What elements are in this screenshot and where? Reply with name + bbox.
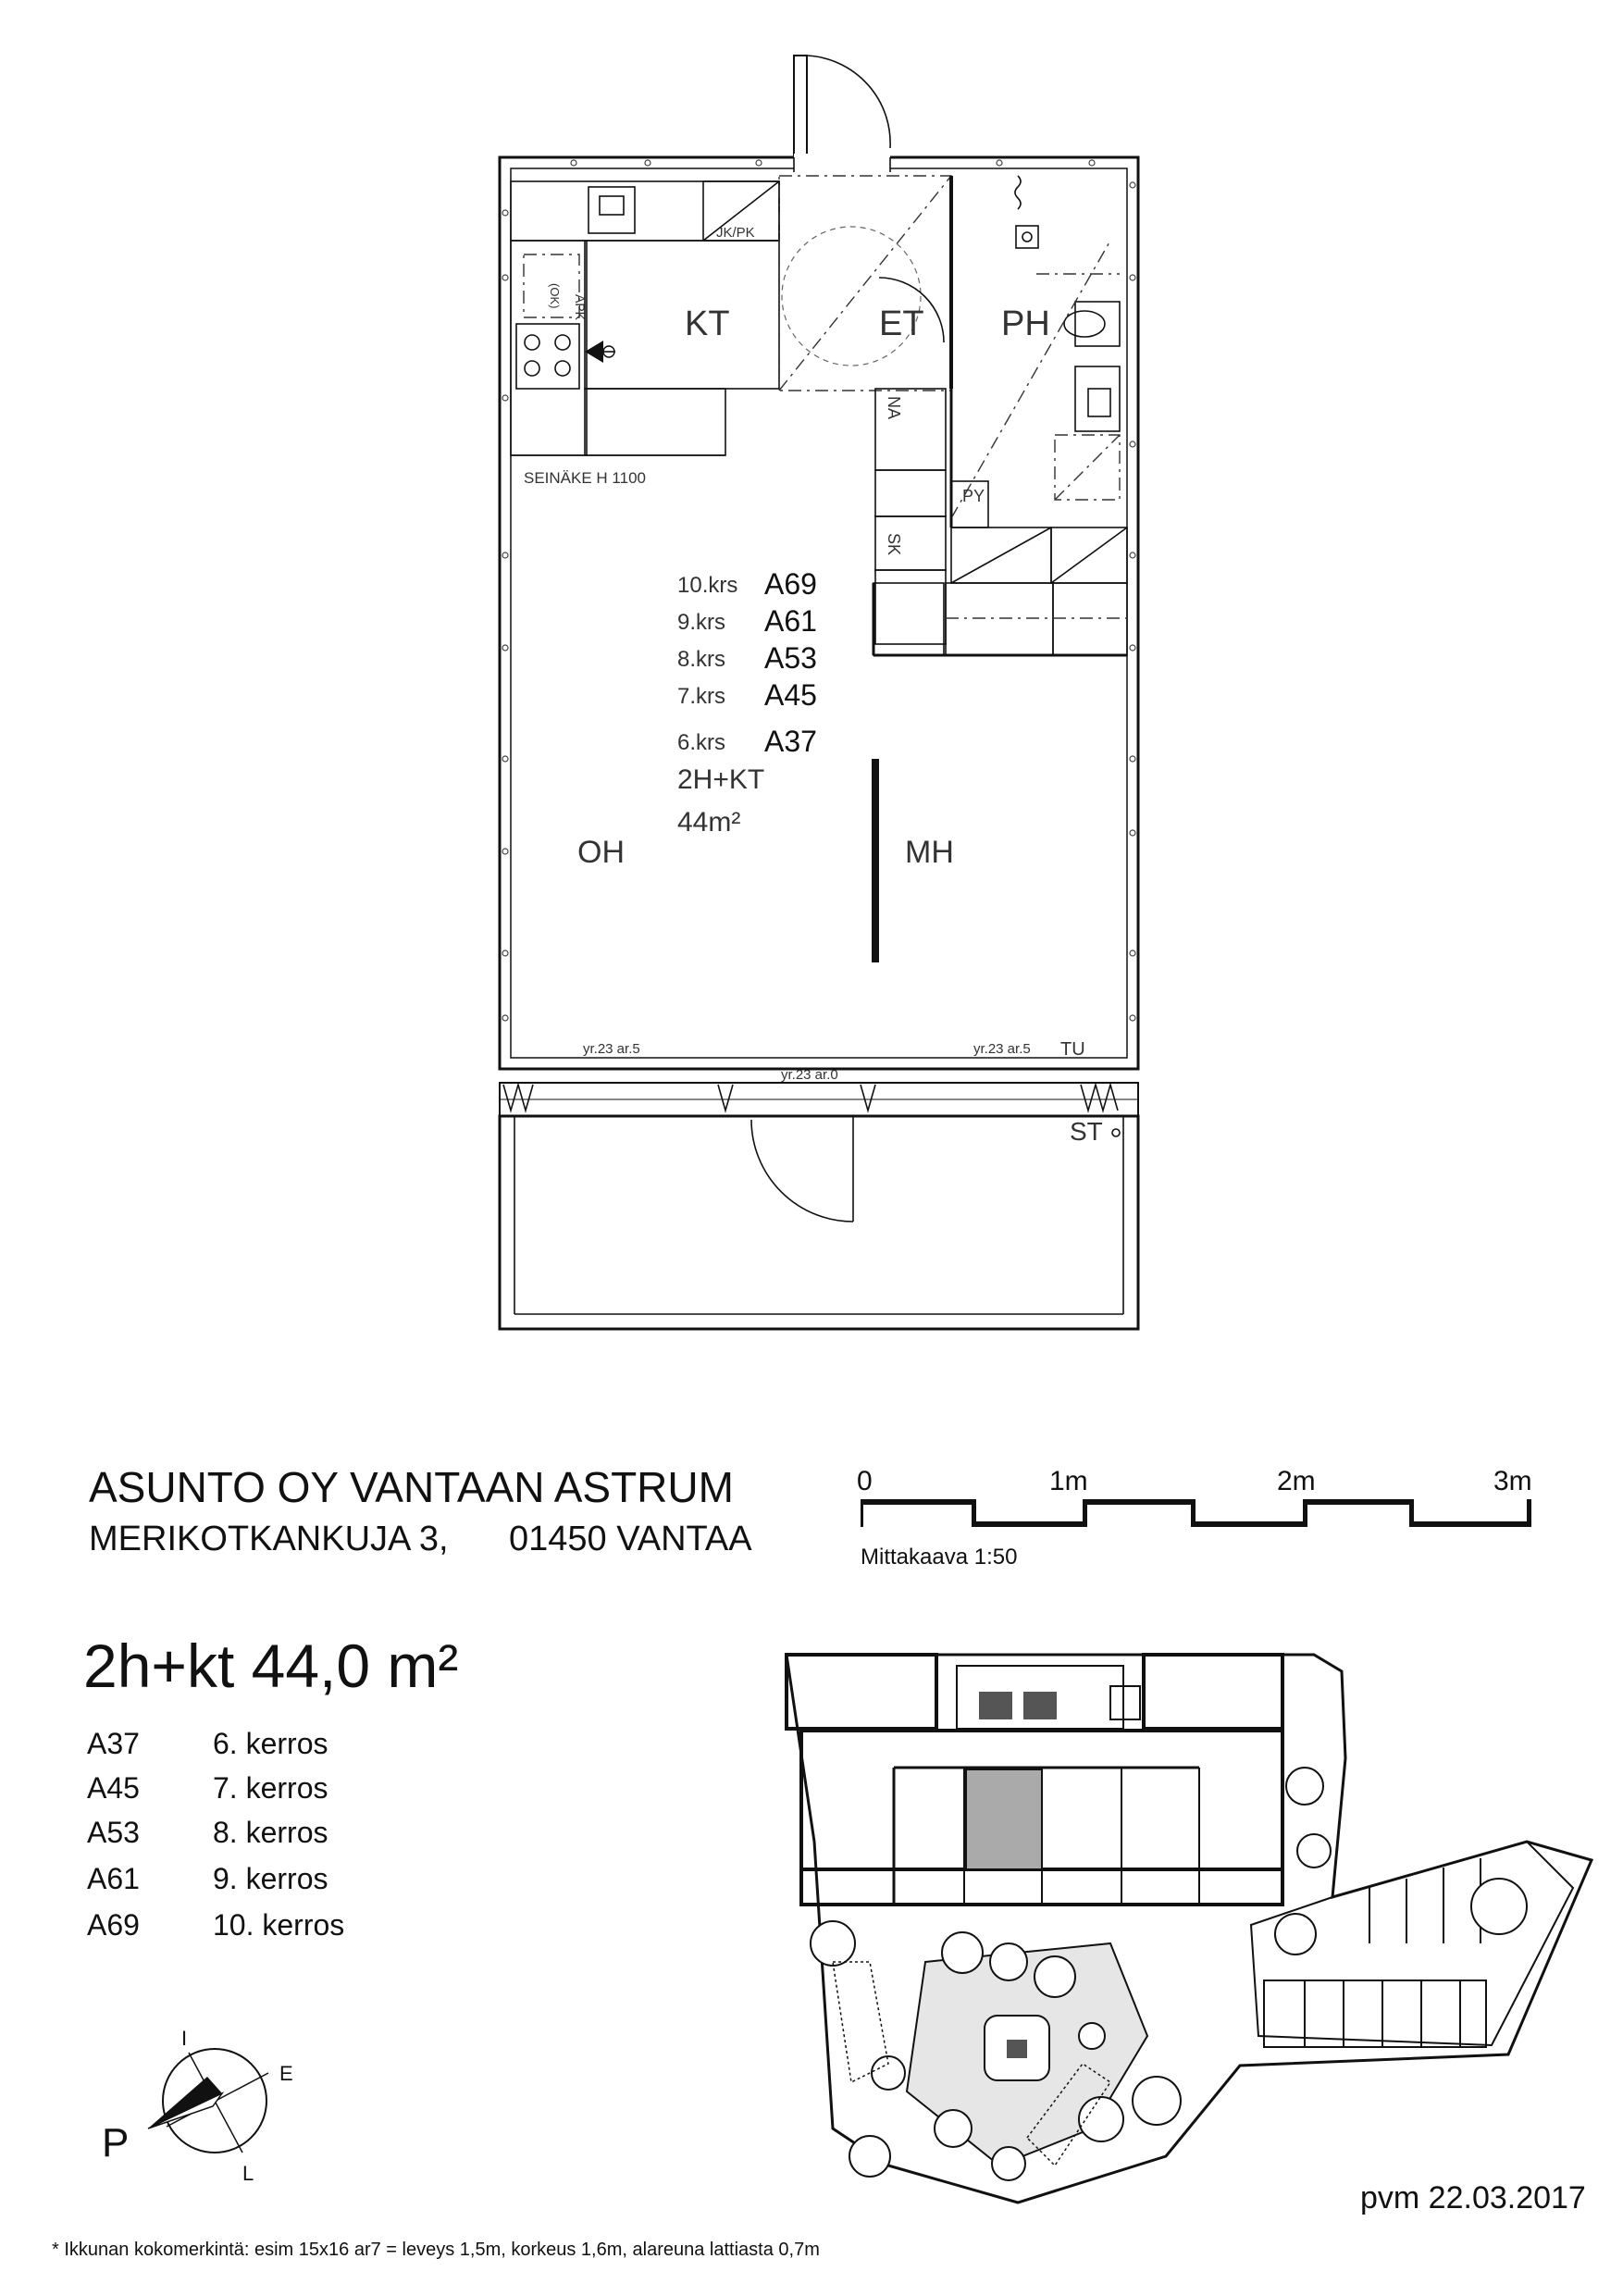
room-label-mh: MH bbox=[905, 835, 954, 870]
fixture-label-na: NA bbox=[885, 396, 903, 420]
window-mark-middle: yr.23 ar.0 bbox=[781, 1067, 838, 1083]
floor-list-apt: A45 bbox=[87, 1771, 140, 1805]
plan-apt: A37 bbox=[764, 725, 817, 758]
fixture-label-seinake: SEINÄKE H 1100 bbox=[524, 469, 646, 487]
plan-floor-list bbox=[677, 567, 817, 758]
site-plan bbox=[787, 1655, 1592, 2203]
drawing-date: pvm 22.03.2017 bbox=[1360, 2180, 1586, 2215]
room-label-ph: PH bbox=[1001, 304, 1050, 343]
room-label-kt: KT bbox=[685, 304, 730, 343]
plan-floor: 8.krs bbox=[677, 647, 726, 672]
plan-apartment-type: 2H+KT bbox=[677, 764, 765, 795]
compass-east-label: I bbox=[181, 2027, 188, 2050]
scale-label: 2m bbox=[1277, 1466, 1316, 1496]
scale-label: 0 bbox=[857, 1466, 873, 1496]
compass-north-label: P bbox=[102, 2120, 130, 2166]
room-label-st: ST bbox=[1070, 1117, 1103, 1146]
window-note: * Ikkunan kokomerkintä: esim 15x16 ar7 = leveys 1,5m, korkeus 1,6m, alareuna lattiasta 0,7m bbox=[52, 2240, 820, 2260]
apartment-type-title: 2h+kt 44,0 m² bbox=[83, 1632, 459, 1700]
room-label-oh: OH bbox=[577, 835, 625, 870]
scale-bar bbox=[857, 1466, 1532, 1570]
plan-apt: A53 bbox=[764, 641, 817, 675]
plan-apt: A45 bbox=[764, 678, 817, 712]
address-postal: 01450 VANTAA bbox=[509, 1520, 752, 1558]
plan-floor: 7.krs bbox=[677, 684, 726, 709]
compass bbox=[102, 2027, 293, 2185]
plan-area: 44m² bbox=[677, 807, 741, 838]
plan-floor: 6.krs bbox=[677, 730, 726, 755]
address-street: MERIKOTKANKUJA 3, bbox=[89, 1520, 449, 1558]
plan-apt: A61 bbox=[764, 604, 817, 638]
highlighted-apartment bbox=[966, 1769, 1042, 1869]
scale-label: 3m bbox=[1493, 1466, 1532, 1496]
floor-list-floor: 6. kerros bbox=[213, 1727, 328, 1760]
room-label-et: ET bbox=[879, 304, 924, 343]
floor-list-apt: A53 bbox=[87, 1816, 140, 1849]
floor-list-apt: A37 bbox=[87, 1727, 140, 1760]
scale-label: 1m bbox=[1049, 1466, 1088, 1496]
fixture-label-py: PY bbox=[962, 487, 985, 505]
plan-floor: 9.krs bbox=[677, 610, 726, 635]
fixture-label-sk: SK bbox=[885, 533, 903, 556]
window-mark-right: yr.23 ar.5 bbox=[973, 1041, 1031, 1057]
apartment-plan bbox=[500, 56, 1138, 1329]
fixture-label-apk: APK bbox=[573, 294, 588, 321]
window-mark-left: yr.23 ar.5 bbox=[583, 1041, 640, 1057]
company-name: ASUNTO OY VANTAAN ASTRUM bbox=[89, 1463, 734, 1511]
plan-floor: 10.krs bbox=[677, 573, 738, 598]
floor-list-apt: A69 bbox=[87, 1908, 140, 1942]
room-label-tu: TU bbox=[1060, 1039, 1085, 1060]
floor-list-floor: 8. kerros bbox=[213, 1816, 328, 1849]
floor-list-floor: 10. kerros bbox=[213, 1908, 345, 1942]
fixture-label-ok: (OK) bbox=[548, 283, 562, 309]
fixture-label-jkpk: JK/PK bbox=[716, 225, 755, 241]
plan-apt: A69 bbox=[764, 567, 817, 601]
floor-list-apt: A61 bbox=[87, 1862, 140, 1895]
floor-list-floor: 7. kerros bbox=[213, 1771, 328, 1805]
floor-list-floor: 9. kerros bbox=[213, 1862, 328, 1895]
scale-caption: Mittakaava 1:50 bbox=[861, 1545, 1018, 1570]
compass-south-label: E bbox=[279, 2062, 293, 2085]
compass-west-label: L bbox=[242, 2162, 254, 2185]
